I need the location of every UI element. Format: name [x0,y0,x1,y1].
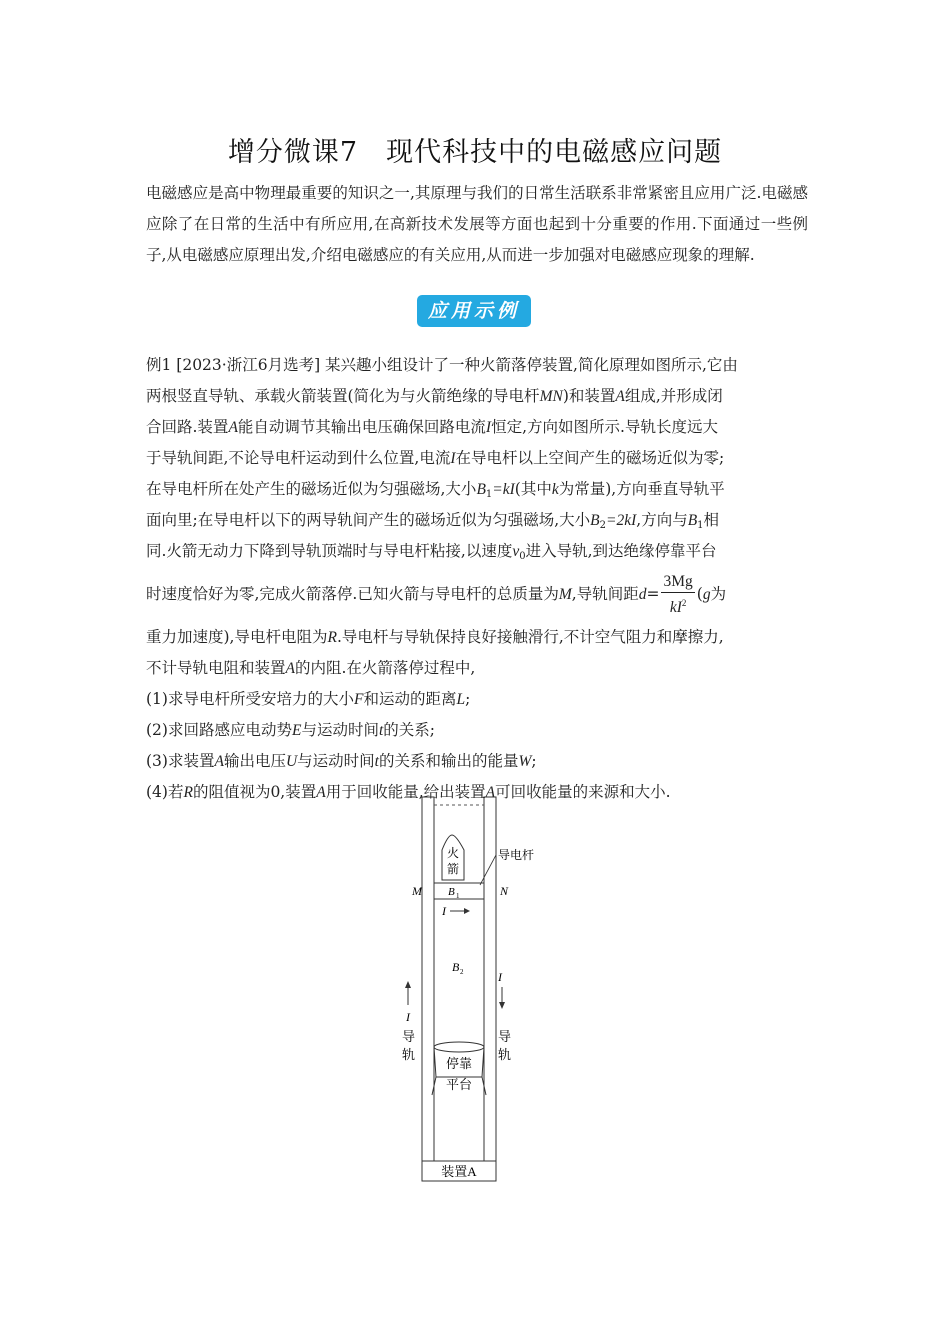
b1-sub: 1 [456,892,460,900]
page-title: 增分微课7 现代科技中的电磁感应问题 [227,137,723,168]
problem-statement [146,350,808,808]
problem-line: 面向里;在导电杆以下的两导轨间产生的磁场近似为匀强磁场,大小$B_2=2kI$,方向与$B_1$相 [146,511,720,531]
b1-label: B [448,886,455,898]
question-3: (3)求装置A输出电压U与运动时间t的关系和输出的能量W; [146,752,537,770]
label-m: M [412,884,422,898]
rocket-landing-diagram [390,795,560,1185]
rail-label-left-1: 导 [402,1029,416,1044]
rod-label: 导电杆 [498,848,535,862]
label-n: N [500,884,509,898]
device-a-label: 装置A [441,1164,477,1179]
rail-label-right-2: 轨 [498,1047,512,1062]
rail-label-right-1: 导 [498,1029,512,1044]
b2-sub: 2 [460,968,464,976]
current-label-left: I [406,1010,410,1024]
problem-line: 时速度恰好为零,完成火箭落停.已知火箭与导电杆的总质量为M,导轨间距d= $\frac{3Mg}{kI^2}$ (g为 [146,573,727,616]
rocket-label-2: 箭 [446,862,460,876]
rail-label-left-2: 轨 [402,1047,416,1062]
platform-label-1: 停靠 [445,1056,473,1071]
problem-line: 在导电杆所在处产生的磁场近似为匀强磁场,大小$B_1=kI$(其中k为常量),方向垂直导轨平 [146,480,725,500]
question-4: (4)若R的阻值视为0,装置A用于回收能量,给出装置A可回收能量的来源和大小. [146,783,671,801]
fraction-d: $\frac{3Mg}{kI^2}$ [663,573,693,616]
question-1: (1)求导电杆所受安培力的大小F和运动的距离L; [146,690,471,708]
question-2: (2)求回路感应电动势E与运动时间t的关系; [146,721,435,739]
current-label-rod: I [442,904,446,918]
problem-line: 重力加速度),导电杆电阻为R.导电杆与导轨保持良好接触滑行,不计空气阻力和摩擦力, [146,628,724,646]
section-badge: 应用示例 [417,295,531,327]
problem-line: 例1 [2023·浙江6月选考] 某兴趣小组设计了一种火箭落停装置,简化原理如图所示,它由 [146,356,738,374]
right-rail [484,797,496,1165]
platform-label-2: 平台 [445,1077,473,1092]
problem-line: 两根竖直导轨、承载火箭装置(简化为与火箭绝缘的导电杆MN)和装置A组成,并形成闭 [146,387,723,405]
intro-paragraph: 电磁感应是高中物理最重要的知识之一,其原理与我们的日常生活联系非常紧密且应用广泛.电磁感应除了在日常的生活中有所应用,在高新技术发展等方面也起到十分重要的作用.下面通过一些例子,从电磁感应原理出发,介绍电磁感应的有关应用,从而进一步加强对电磁感应现象的理解. [146,184,808,264]
left-rail [422,797,434,1165]
rocket-label-1: 火 [446,846,460,860]
problem-line: 于导轨间距,不论导电杆运动到什么位置,电流I在导电杆以上空间产生的磁场近似为零; [146,449,725,467]
problem-line: 不计导轨电阻和装置A的内阻.在火箭落停过程中, [146,659,476,677]
current-label-right: I [498,970,502,984]
problem-line: 合回路.装置A能自动调节其输出电压确保回路电流I恒定,方向如图所示.导轨长度远大 [146,418,718,436]
problem-line: 同.火箭无动力下降到导轨顶端时与导电杆粘接,以速度$v_0$进入导轨,到达绝缘停靠平台 [146,542,717,562]
b2-label: B [452,960,460,974]
